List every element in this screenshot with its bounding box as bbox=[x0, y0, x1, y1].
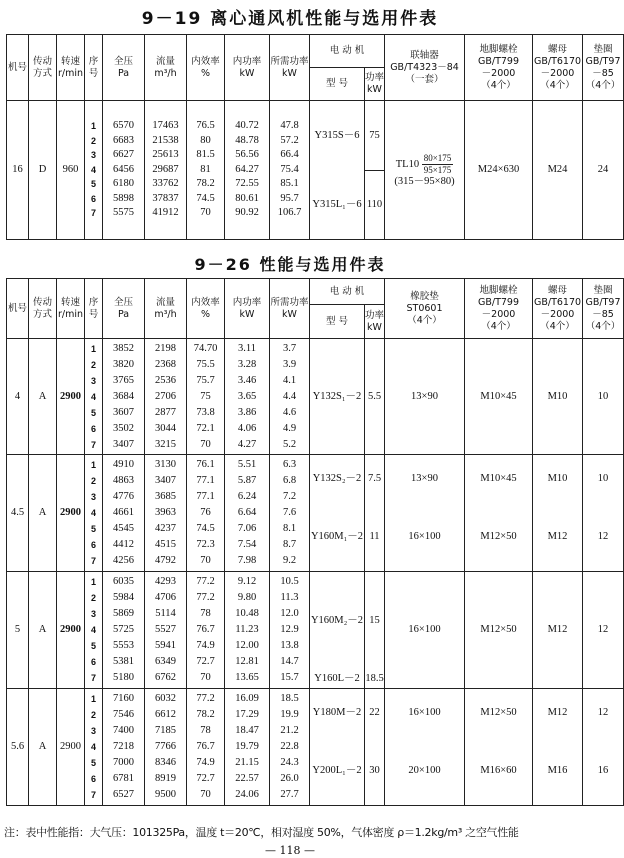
cell-nut: M24 bbox=[533, 101, 583, 240]
cell-suoxu-list: 3.7 3.9 4.1 4.4 4.6 4.9 5.2 bbox=[270, 339, 310, 455]
cell-motor-powers: 22 30 bbox=[365, 689, 385, 806]
header-xuhao: 序号 bbox=[85, 279, 103, 339]
cell-motor-models: Y315S－6 Y315L₁－6 bbox=[310, 101, 365, 240]
header-liuliang: 流量 m³/h bbox=[145, 35, 187, 101]
table-2-title: 9－26 性能与选用件表 bbox=[194, 255, 386, 274]
header-zhuansu: 转速 r/min bbox=[57, 35, 85, 101]
header-zhuansu: 转速 r/min bbox=[57, 279, 85, 339]
header-dijiao: 地脚螺栓 GB/T799 －2000 （4个） bbox=[465, 35, 533, 101]
table-row bbox=[7, 101, 624, 240]
header-lianzhouqi: 联轴器 GB/T4323－84 （一套） bbox=[385, 35, 465, 101]
header-neixiaolv: 内效率 % bbox=[187, 35, 225, 101]
cell-liuliang-list: 2198 2368 2536 2706 2877 3044 3215 bbox=[145, 339, 187, 455]
cell-pads: 13×90 16×100 bbox=[385, 455, 465, 572]
header-liuliang: 流量 m³/h bbox=[145, 279, 187, 339]
header-xinghao: 型 号 bbox=[310, 305, 365, 339]
cell-liuliang-list: 17463 21538 25613 29687 33762 37837 41912 bbox=[145, 101, 187, 240]
cell-quanya-list: 7160 7546 7400 7218 7000 6781 6527 bbox=[103, 689, 145, 806]
cell-neigong-list: 5.51 5.87 6.24 6.64 7.06 7.54 7.98 bbox=[225, 455, 270, 572]
cell-seq-list: 1 2 3 4 5 6 7 bbox=[85, 101, 103, 240]
cell-jihao: 5 bbox=[7, 572, 29, 689]
cell-xiaolv-list: 77.2 77.2 78 76.7 74.9 72.7 70 bbox=[187, 572, 225, 689]
cell-bolt: M12×50 bbox=[465, 572, 533, 689]
cell-zhuansu: 2900 bbox=[57, 572, 85, 689]
cell-washers: 12 16 bbox=[583, 689, 624, 806]
cell-motor-models: Y180M－2 Y200L₁－2 bbox=[310, 689, 365, 806]
fan-9-19-table bbox=[6, 34, 624, 240]
cell-neigong-list: 16.09 17.29 18.47 19.79 21.15 22.57 24.06 bbox=[225, 689, 270, 806]
cell-chuandong: D bbox=[29, 101, 57, 240]
header-luomu: 螺母 GB/T6170 －2000 （4个） bbox=[533, 279, 583, 339]
header-dianquan: 垫圈 GB/T97 －85 （4个） bbox=[583, 35, 624, 101]
cell-suoxu-list: 10.5 11.3 12.0 12.9 13.8 14.7 15.7 bbox=[270, 572, 310, 689]
cell-bolts: M12×50 M16×60 bbox=[465, 689, 533, 806]
cell-washer: 10 bbox=[583, 339, 624, 455]
page-number: — 118 — bbox=[265, 844, 315, 857]
table-row bbox=[7, 339, 624, 455]
header-jihao: 机号 bbox=[7, 279, 29, 339]
cell-pad: 16×100 bbox=[385, 572, 465, 689]
cell-xiaolv-list: 76.1 77.1 77.1 76 74.5 72.3 70 bbox=[187, 455, 225, 572]
header-suoxu: 所需功率 kW bbox=[270, 35, 310, 101]
cell-quanya-list: 3852 3820 3765 3684 3607 3502 3407 bbox=[103, 339, 145, 455]
cell-chuandong: A bbox=[29, 572, 57, 689]
cell-chuandong: A bbox=[29, 339, 57, 455]
cell-quanya-list: 4910 4863 4776 4661 4545 4412 4256 bbox=[103, 455, 145, 572]
cell-bolt: M10×45 bbox=[465, 339, 533, 455]
header-quanya: 全压 Pa bbox=[103, 279, 145, 339]
fan-9-26-table bbox=[6, 278, 624, 806]
cell-nut: M12 bbox=[533, 572, 583, 689]
footnote: 注：表中性能指：大气压：101325Pa，温度 t＝20℃，相对湿度 50%，气体密度 ρ＝1.2kg/m³ 之空气性能 bbox=[4, 826, 519, 839]
cell-seq-list: 1 2 3 4 5 6 7 bbox=[85, 455, 103, 572]
header-xiangjiao: 橡胶垫 ST0601 （4个） bbox=[385, 279, 465, 339]
header-chuandong: 传动方式 bbox=[29, 35, 57, 101]
cell-liuliang-list: 3130 3407 3685 3963 4237 4515 4792 bbox=[145, 455, 187, 572]
cell-chuandong: A bbox=[29, 455, 57, 572]
cell-motor-models: Y160M₂－2 Y160L－2 bbox=[310, 572, 365, 689]
cell-seq-list: 1 2 3 4 5 6 7 bbox=[85, 572, 103, 689]
cell-seq-list: 1 2 3 4 5 6 7 bbox=[85, 689, 103, 806]
header-suoxu: 所需功率 kW bbox=[270, 279, 310, 339]
cell-zhuansu: 2900 bbox=[57, 455, 85, 572]
header-luomu: 螺母 GB/T6170 －2000 （4个） bbox=[533, 35, 583, 101]
cell-coupling: TL10 $\frac{80\times 175}{95\times 175}$ (315－95×80) bbox=[385, 101, 465, 240]
header-diandongji: 电 动 机 bbox=[310, 35, 385, 68]
header-neixiaolv: 内效率 % bbox=[187, 279, 225, 339]
cell-washers: 10 12 bbox=[583, 455, 624, 572]
cell-suoxu-list: 6.3 6.8 7.2 7.6 8.1 8.7 9.2 bbox=[270, 455, 310, 572]
cell-liuliang-list: 4293 4706 5114 5527 5941 6349 6762 bbox=[145, 572, 187, 689]
table-row bbox=[7, 572, 624, 689]
header-neigonglv: 内功率 kW bbox=[225, 279, 270, 339]
cell-liuliang-list: 6032 6612 7185 7766 8346 8919 9500 bbox=[145, 689, 187, 806]
cell-nuts: M12 M16 bbox=[533, 689, 583, 806]
cell-motor-powers: 7.5 11 bbox=[365, 455, 385, 572]
cell-suoxu-list: 47.8 57.2 66.4 75.4 85.1 95.7 106.7 bbox=[270, 101, 310, 240]
header-dianquan: 垫圈 GB/T97 －85 （4个） bbox=[583, 279, 624, 339]
cell-xiaolv-list: 77.2 78.2 78 76.7 74.9 72.7 70 bbox=[187, 689, 225, 806]
header-chuandong: 传动方式 bbox=[29, 279, 57, 339]
cell-xiaolv-list: 76.5 80 81.5 81 78.2 74.5 70 bbox=[187, 101, 225, 240]
cell-quanya-list: 6035 5984 5869 5725 5553 5381 5180 bbox=[103, 572, 145, 689]
cell-pads: 16×100 20×100 bbox=[385, 689, 465, 806]
cell-zhuansu: 2900 bbox=[57, 689, 85, 806]
cell-motor-model: Y132S₁－2 bbox=[310, 339, 365, 455]
header-diandongji: 电 动 机 bbox=[310, 279, 385, 305]
cell-motor-models: Y132S₂－2 Y160M₁－2 bbox=[310, 455, 365, 572]
cell-zhuansu: 2900 bbox=[57, 339, 85, 455]
cell-motor-powers: 75 110 bbox=[365, 101, 385, 240]
cell-pad: 13×90 bbox=[385, 339, 465, 455]
cell-jihao: 16 bbox=[7, 101, 29, 240]
cell-bolts: M10×45 M12×50 bbox=[465, 455, 533, 572]
cell-quanya-list: 6570 6683 6627 6456 6180 5898 5575 bbox=[103, 101, 145, 240]
header-dijiao: 地脚螺栓 GB/T799 －2000 （4个） bbox=[465, 279, 533, 339]
cell-jihao: 4.5 bbox=[7, 455, 29, 572]
cell-neigong-list: 3.11 3.28 3.46 3.65 3.86 4.06 4.27 bbox=[225, 339, 270, 455]
table-row bbox=[7, 455, 624, 572]
header-xinghao: 型 号 bbox=[310, 68, 365, 101]
cell-chuandong: A bbox=[29, 689, 57, 806]
cell-xiaolv-list: 74.70 75.5 75.7 75 73.8 72.1 70 bbox=[187, 339, 225, 455]
table-1-title: 9－19 离心通风机性能与选用件表 bbox=[141, 9, 439, 29]
cell-nuts: M10 M12 bbox=[533, 455, 583, 572]
cell-washer: 12 bbox=[583, 572, 624, 689]
header-gonglv: 功率 kW bbox=[365, 305, 385, 339]
cell-jihao: 4 bbox=[7, 339, 29, 455]
cell-washer: 24 bbox=[583, 101, 624, 240]
header-xuhao: 序号 bbox=[85, 35, 103, 101]
cell-jihao: 5.6 bbox=[7, 689, 29, 806]
cell-suoxu-list: 18.5 19.9 21.2 22.8 24.3 26.0 27.7 bbox=[270, 689, 310, 806]
cell-nut: M10 bbox=[533, 339, 583, 455]
header-quanya: 全压 Pa bbox=[103, 35, 145, 101]
header-gonglv: 功率 kW bbox=[365, 68, 385, 101]
cell-neigong-list: 9.12 9.80 10.48 11.23 12.00 12.81 13.65 bbox=[225, 572, 270, 689]
cell-seq-list: 1 2 3 4 5 6 7 bbox=[85, 339, 103, 455]
cell-zhuansu: 960 bbox=[57, 101, 85, 240]
cell-bolt: M24×630 bbox=[465, 101, 533, 240]
cell-neigong-list: 40.72 48.78 56.56 64.27 72.55 80.61 90.92 bbox=[225, 101, 270, 240]
header-jihao: 机号 bbox=[7, 35, 29, 101]
table-row bbox=[7, 689, 624, 806]
header-neigonglv: 内功率 kW bbox=[225, 35, 270, 101]
cell-motor-powers: 15 18.5 bbox=[365, 572, 385, 689]
cell-motor-power: 5.5 bbox=[365, 339, 385, 455]
